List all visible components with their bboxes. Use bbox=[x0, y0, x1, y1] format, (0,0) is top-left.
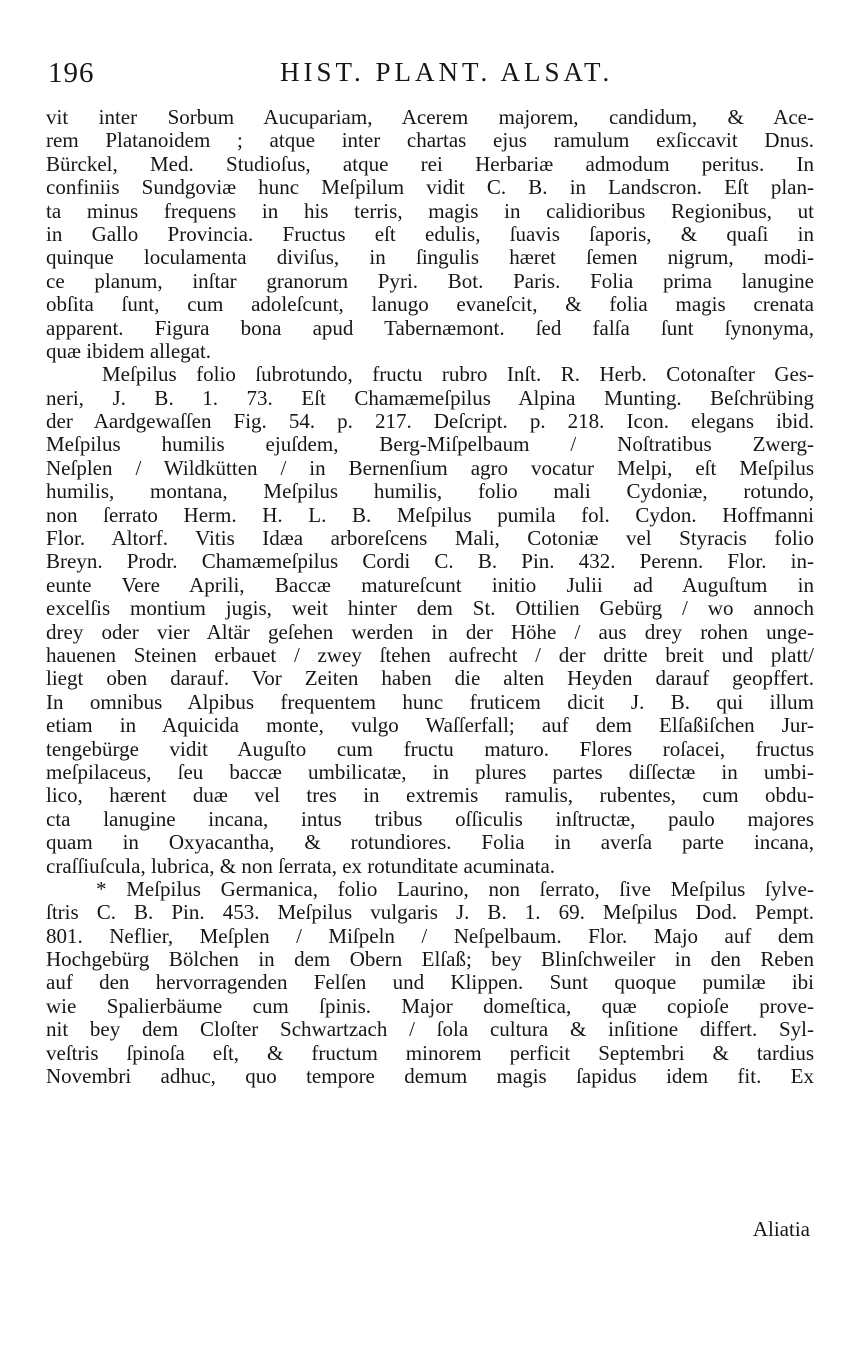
text-line: meſpilaceus, ſeu baccæ umbilicatæ, in plures partes diſſectæ in umbi- bbox=[46, 759, 814, 784]
page-number: 196 bbox=[48, 57, 95, 89]
text-line: 801. Neflier, Meſplen / Miſpeln / Neſpelbaum. Flor. Majo auf dem bbox=[46, 923, 814, 948]
text-line: tengebürge vidit Auguſto cum fructu maturo. Flores roſacei, fructus bbox=[46, 736, 814, 761]
text-line: craſſiuſcula, lubrica, & non ſerrata, ex rotunditate acuminata. bbox=[46, 853, 556, 878]
text-line: excelſis montium jugis, weit hinter dem St. Ottilien Gebürg / wo annoch bbox=[46, 596, 814, 621]
text-line: in Gallo Provincia. Fructus eſt edulis, ſuavis ſaporis, & quaſi in bbox=[46, 221, 814, 246]
text-line: ſtris C. B. Pin. 453. Meſpilus vulgaris J. B. 1. 69. Meſpilus Dod. Pempt. bbox=[46, 900, 814, 925]
text-line: quæ ibidem allegat. bbox=[46, 338, 212, 363]
text-line: drey oder vier Altär geſehen werden in der Höhe / aus drey rohen unge- bbox=[46, 619, 814, 644]
text-line: In omnibus Alpibus frequentem hunc fruticem dicit J. B. qui illum bbox=[46, 689, 814, 714]
text-line: humilis, montana, Meſpilus humilis, folio mali Cydoniæ, rotundo, bbox=[46, 479, 814, 504]
text-line: cta lanugine incana, intus tribus oſſiculis inſtructæ, paulo majores bbox=[46, 806, 814, 831]
catchword: Aliatia bbox=[752, 1217, 810, 1241]
text-line: auf den hervorragenden Felſen und Klippen. Sunt quoque pumilæ ibi bbox=[46, 970, 814, 995]
text-line: confiniis Sundgoviæ hunc Meſpilum vidit C. B. in Landscron. Eſt plan- bbox=[46, 175, 814, 200]
text-line: Meſpilus humilis ejuſdem, Berg-Miſpelbaum / Noſtratibus Zwerg- bbox=[46, 432, 814, 457]
text-line: apparent. Figura bona apud Tabernæmont. ſed falſa ſunt ſynonyma, bbox=[46, 315, 814, 340]
text-line: neri, J. B. 1. 73. Eſt Chamæmeſpilus Alpina Munting. Beſchrübing bbox=[46, 385, 814, 410]
text-line: lico, hærent duæ vel tres in extremis ramulis, rubentes, cum obdu- bbox=[46, 783, 814, 808]
text-line: hauenen Steinen erbauet / zwey ſtehen aufrecht / der dritte breit und platt/ bbox=[46, 642, 814, 667]
page-header bbox=[38, 57, 810, 91]
text-line: Bürckel, Med. Studioſus, atque rei Herbariæ admodum peritus. In bbox=[46, 151, 814, 176]
text-line: Flor. Altorf. Vitis Idæa arboreſcens Mali, Cotoniæ vel Styracis folio bbox=[46, 526, 814, 551]
text-line: vit inter Sorbum Aucupariam, Acerem majorem, candidum, & Ace- bbox=[46, 105, 814, 129]
text-line: obſita ſunt, cum adoleſcunt, lanugo evaneſcit, & folia magis crenata bbox=[46, 292, 814, 317]
text-line: ce planum, inſtar granorum Pyri. Bot. Paris. Folia prima lanugine bbox=[46, 268, 814, 293]
running-title: HIST. PLANT. ALSAT. bbox=[280, 57, 614, 87]
text-line: quam in Oxyacantha, & rotundiores. Folia in averſa parte incana, bbox=[46, 830, 814, 855]
text-line: quinque loculamenta diviſus, in ſingulis hæret ſemen nigrum, modi- bbox=[46, 245, 814, 270]
text-line: wie Spalierbäume cum ſpinis. Major domeſtica, quæ copioſe prove- bbox=[46, 993, 814, 1018]
text-line: * Meſpilus Germanica, folio Laurino, non ſerrato, ſive Meſpilus ſylve- bbox=[96, 876, 814, 901]
text-line: der Aardgewaſſen Fig. 54. p. 217. Deſcript. p. 218. Icon. elegans ibid. bbox=[46, 409, 814, 434]
text-line: etiam in Aquicida monte, vulgo Waſſerfall; auf dem Elſaßiſchen Jur- bbox=[46, 713, 814, 738]
text-line: nit bey dem Cloſter Schwartzach / ſola cultura & inſitione differt. Syl- bbox=[46, 1017, 814, 1042]
text-line: ta minus frequens in his terris, magis in calidioribus Regionibus, ut bbox=[46, 198, 814, 223]
text-line: eunte Vere Aprili, Baccæ matureſcunt initio Julii ad Auguſtum in bbox=[46, 572, 814, 597]
text-line: Novembri adhuc, quo tempore demum magis ſapidus idem fit. Ex bbox=[46, 1064, 814, 1089]
body-text bbox=[46, 106, 814, 1112]
text-line: Meſpilus folio ſubrotundo, fructu rubro Inſt. R. Herb. Cotonaſter Ges- bbox=[102, 362, 814, 387]
text-line: non ſerrato Herm. H. L. B. Meſpilus pumila fol. Cydon. Hoffmanni bbox=[46, 502, 814, 527]
text-line: Breyn. Prodr. Chamæmeſpilus Cordi C. B. Pin. 432. Perenn. Flor. in- bbox=[46, 549, 814, 574]
text-line: Hochgebürg Bölchen in dem Obern Elſaß; bey Blinſchweiler in den Reben bbox=[46, 947, 814, 972]
text-line: veſtris ſpinoſa eſt, & fructum minorem perficit Septembri & tardius bbox=[46, 1040, 814, 1065]
text-line bbox=[46, 1088, 814, 1111]
text-line: Neſplen / Wildkütten / in Bernenſium agro vocatur Melpi, eſt Meſpilus bbox=[46, 455, 814, 480]
text-line: rem Platanoidem ; atque inter chartas ejus ramulum exſiccavit Dnus. bbox=[46, 128, 814, 153]
text-line: liegt oben darauf. Vor Zeiten haben die alten Heyden darauf geopffert. bbox=[46, 666, 814, 691]
